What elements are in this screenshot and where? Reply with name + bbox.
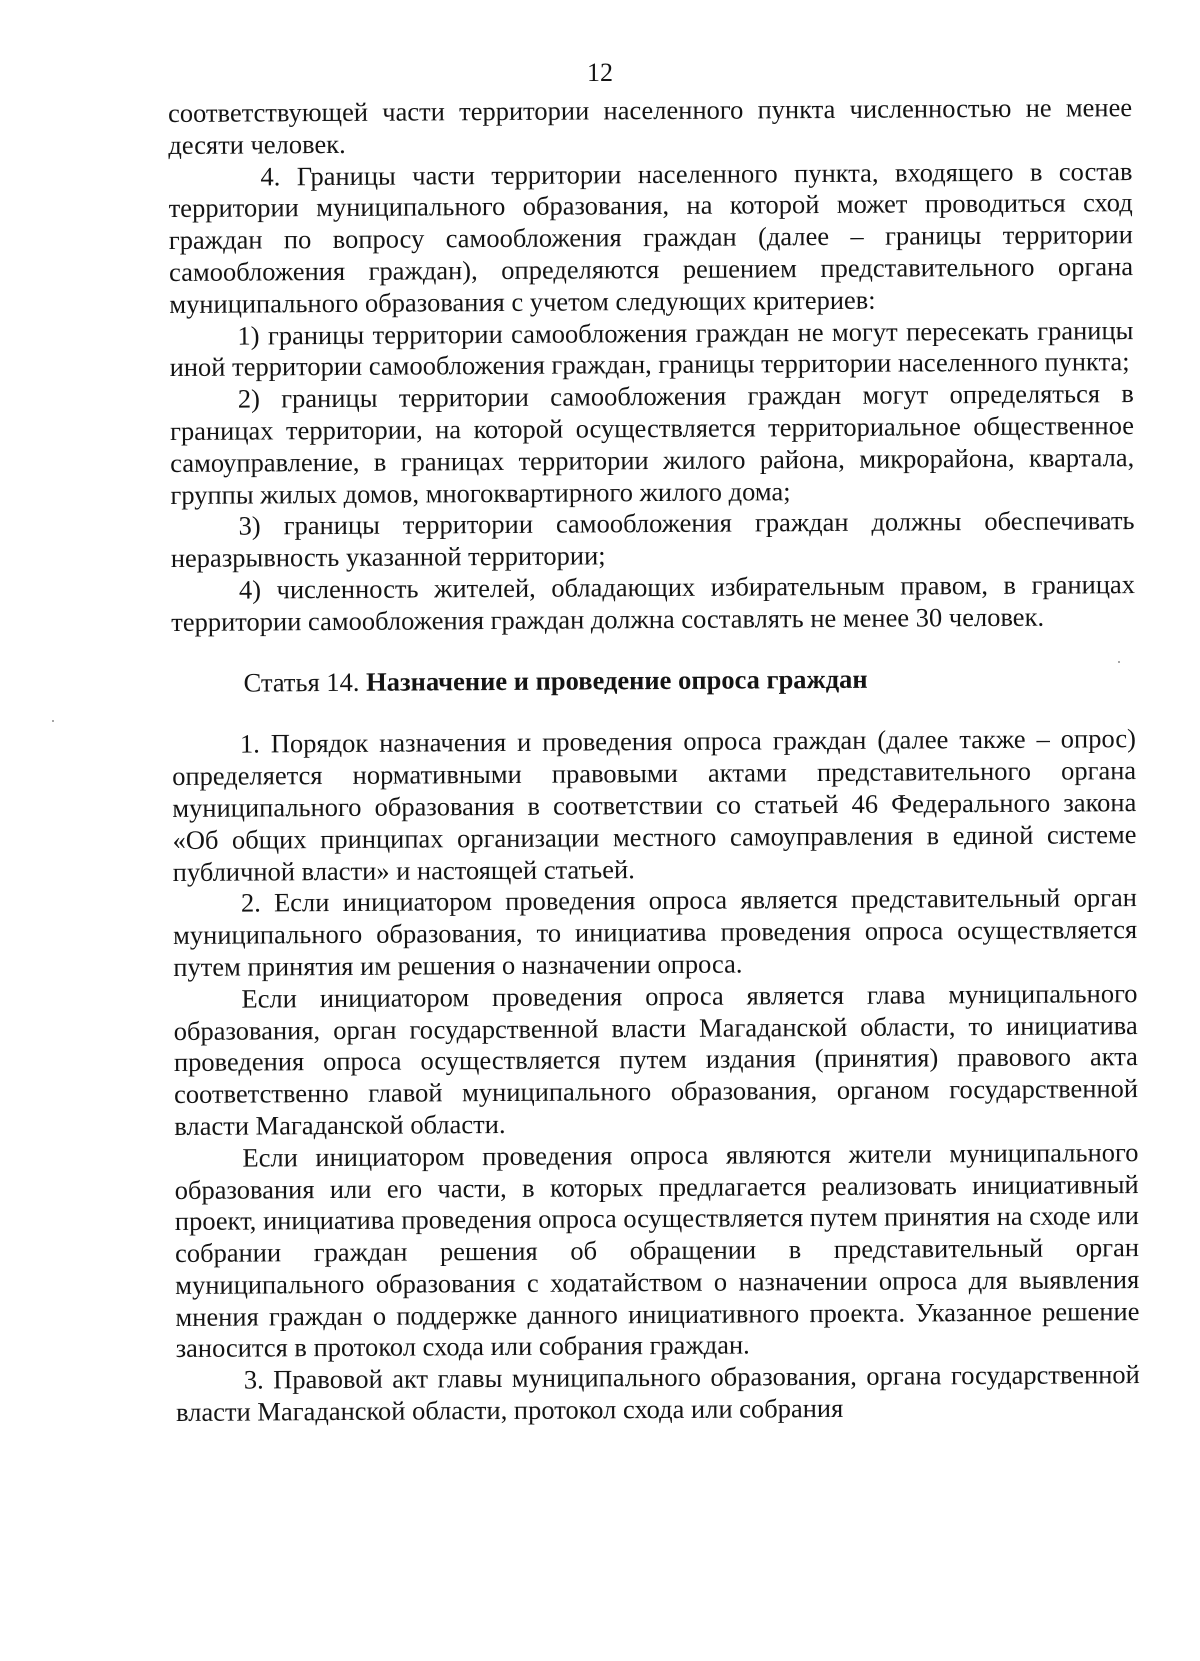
page-number: 12 [587,58,613,87]
paragraph: 4. Границы части территории населенного пункта, входящего в состав территории муниципального образования, на которой может проводиться сход граждан по вопросу самообложения граждан (далее – границы территории самообложения граждан), определяются решением представительного органа муниципального образования с учетом следующих критериев: [168,155,1134,319]
article-heading [171,662,1135,700]
paragraph: 2. Если инициатором проведения опроса является представительный орган муниципального образования, то инициатива проведения опроса осуществляется путем принятия им решения о назначении опроса. [173,882,1138,982]
list-item: 3) границы территории самообложения граждан должны обеспечивать неразрывность указанной территории; [170,505,1135,574]
list-item: 2) границы территории самообложения граждан могут определяться в границах территории, на которой осуществляется территориальное общественное самоуправление, в границах территории жилого района, микрорайона, квартала, группы жилых домов, многоквартирного жилого дома; [169,378,1135,510]
article-title: Назначение и проведение опроса граждан [366,663,868,697]
scan-speck [52,720,54,722]
list-item: 1) границы территории самообложения граждан не могут пересекать границы иной территории самообложения граждан, границы территории населенного пункта; [169,314,1134,383]
document-body [168,92,1140,1429]
paragraph: Если инициатором проведения опроса являются жители муниципального образования или его части, в которых предлагается реализовать инициативный проект, инициатива проведения опроса осуществляется путем принятия на сходе или собрании граждан решения об обращении в представительный орган муниципального образования с ходатайством о назначении опроса для выявления мнения граждан о поддержке данного инициативного проекта. Указанное решение заносится в протокол схода или собрания граждан. [174,1136,1140,1364]
article-number: Статья 14. [243,666,360,698]
paragraph: 3. Правовой акт главы муниципального образования, органа государственной власти Магаданской области, протокол схода или собрания [175,1359,1140,1428]
list-item: 4) численность жителей, обладающих избирательным правом, в границах территории самообложения граждан должна составлять не менее 30 человек. [171,569,1136,637]
paragraph: Если инициатором проведения опроса является глава муниципального образования, орган государственной власти Магаданской области, то инициатива проведения опроса осуществляется путем издания (принятия) правового акта соответственно главой муниципального образования, органом государственной власти Магаданской области. [173,977,1139,1141]
paragraph: соответствующей части территории населенного пункта численностью не менее десяти человек. [168,92,1133,160]
paragraph: 1. Порядок назначения и проведения опроса граждан (далее также – опрос) определяется нормативными правовыми актами представительного органа муниципального образования в соответствии со статьей 46 Федерального закона «Об общих принципах организации местного самоуправления в единой системе публичной власти» и настоящей статьей. [172,723,1137,887]
scan-speck [1118,661,1120,663]
